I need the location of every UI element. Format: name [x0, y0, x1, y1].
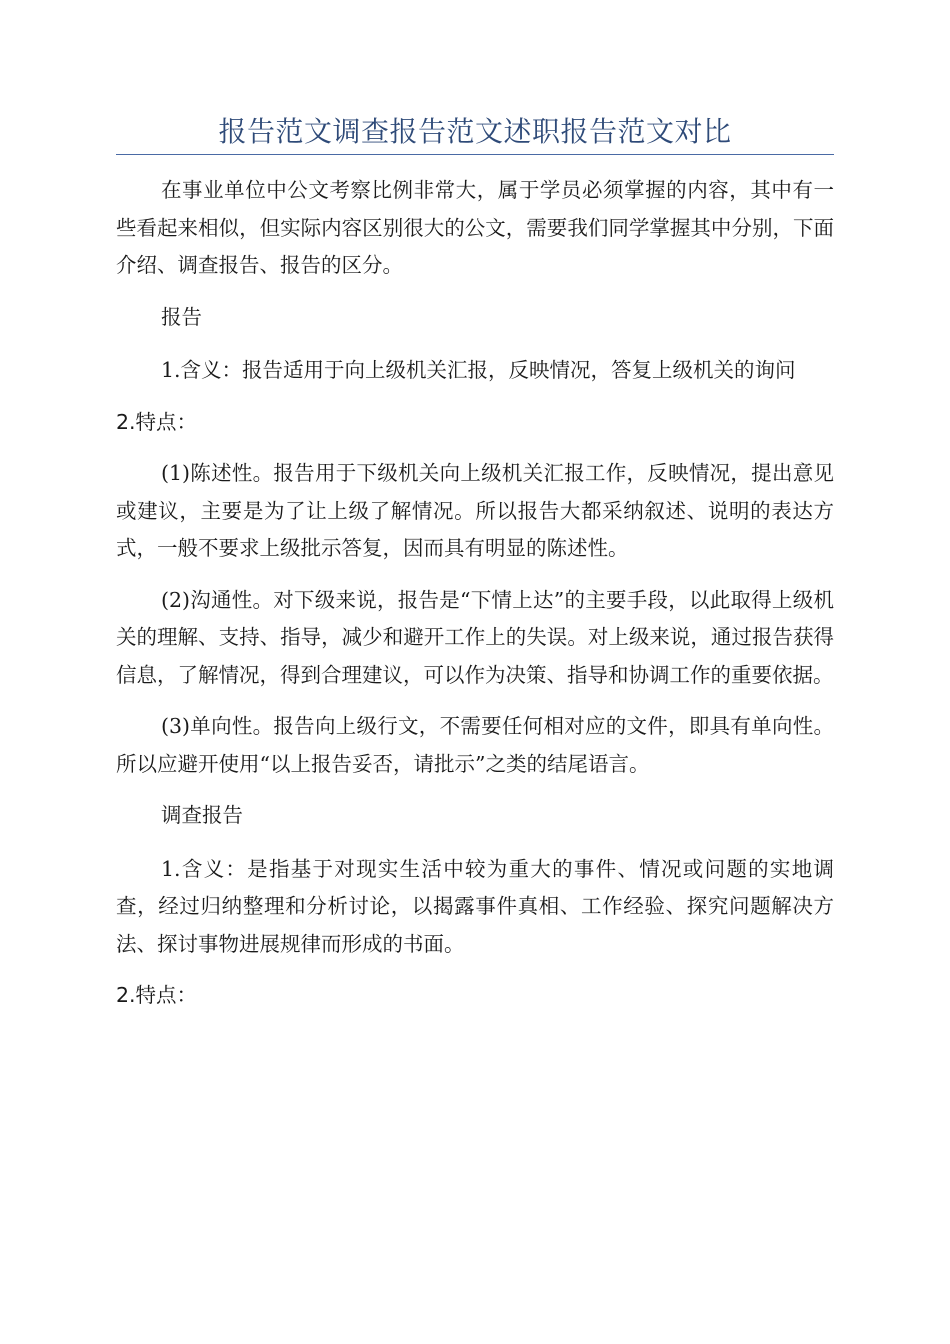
title-underline: [116, 154, 834, 155]
report-feature-2: (2)沟通性。对下级来说，报告是“下情上达”的主要手段，以此取得上级机关的理解、支持、指导，减少和避开工作上的失误。对上级来说，通过报告获得信息，了解情况，得到合理建议，可以作为决策、指导和协调工作的重要依据。: [116, 587, 834, 687]
intro-paragraph: 在事业单位中公文考察比例非常大，属于学员必须掌握的内容，其中有一些看起来相似，但实际内容区别很大的公文，需要我们同学掌握其中分别，下面介绍、调查报告、报告的区分。: [116, 178, 834, 277]
report-feature-1: (1)陈述性。报告用于下级机关向上级机关汇报工作，反映情况，提出意见或建议，主要是为了让上级了解情况。所以报告大都采纳叙述、说明的表达方式，一般不要求上级批示答复，因而具有明显的陈述性。: [116, 461, 834, 560]
report-definition: 1.含义：报告适用于向上级机关汇报，反映情况，答复上级机关的询问: [161, 358, 796, 382]
survey-report-definition: 1.含义：是指基于对现实生活中较为重大的事件、情况或问题的实地调查，经过归纳整理和分析讨论，以揭露事件真相、工作经验、探究问题解决方法、探讨事物进展规律而形成的书面。: [116, 856, 834, 956]
document-title: 报告范文调查报告范文述职报告范文对比: [218, 115, 732, 148]
report-features-heading: 2.特点：: [116, 409, 198, 434]
section-heading-report: 报告: [161, 304, 202, 329]
section-heading-survey-report: 调查报告: [161, 803, 243, 827]
survey-report-features-heading: 2.特点：: [116, 983, 198, 1007]
document-body: [116, 172, 834, 1029]
report-feature-3: (3)单向性。报告向上级行文，不需要任何相对应的文件，即具有单向性。所以应避开使用“以上报告妥否，请批示”之类的结尾语言。: [116, 714, 834, 776]
